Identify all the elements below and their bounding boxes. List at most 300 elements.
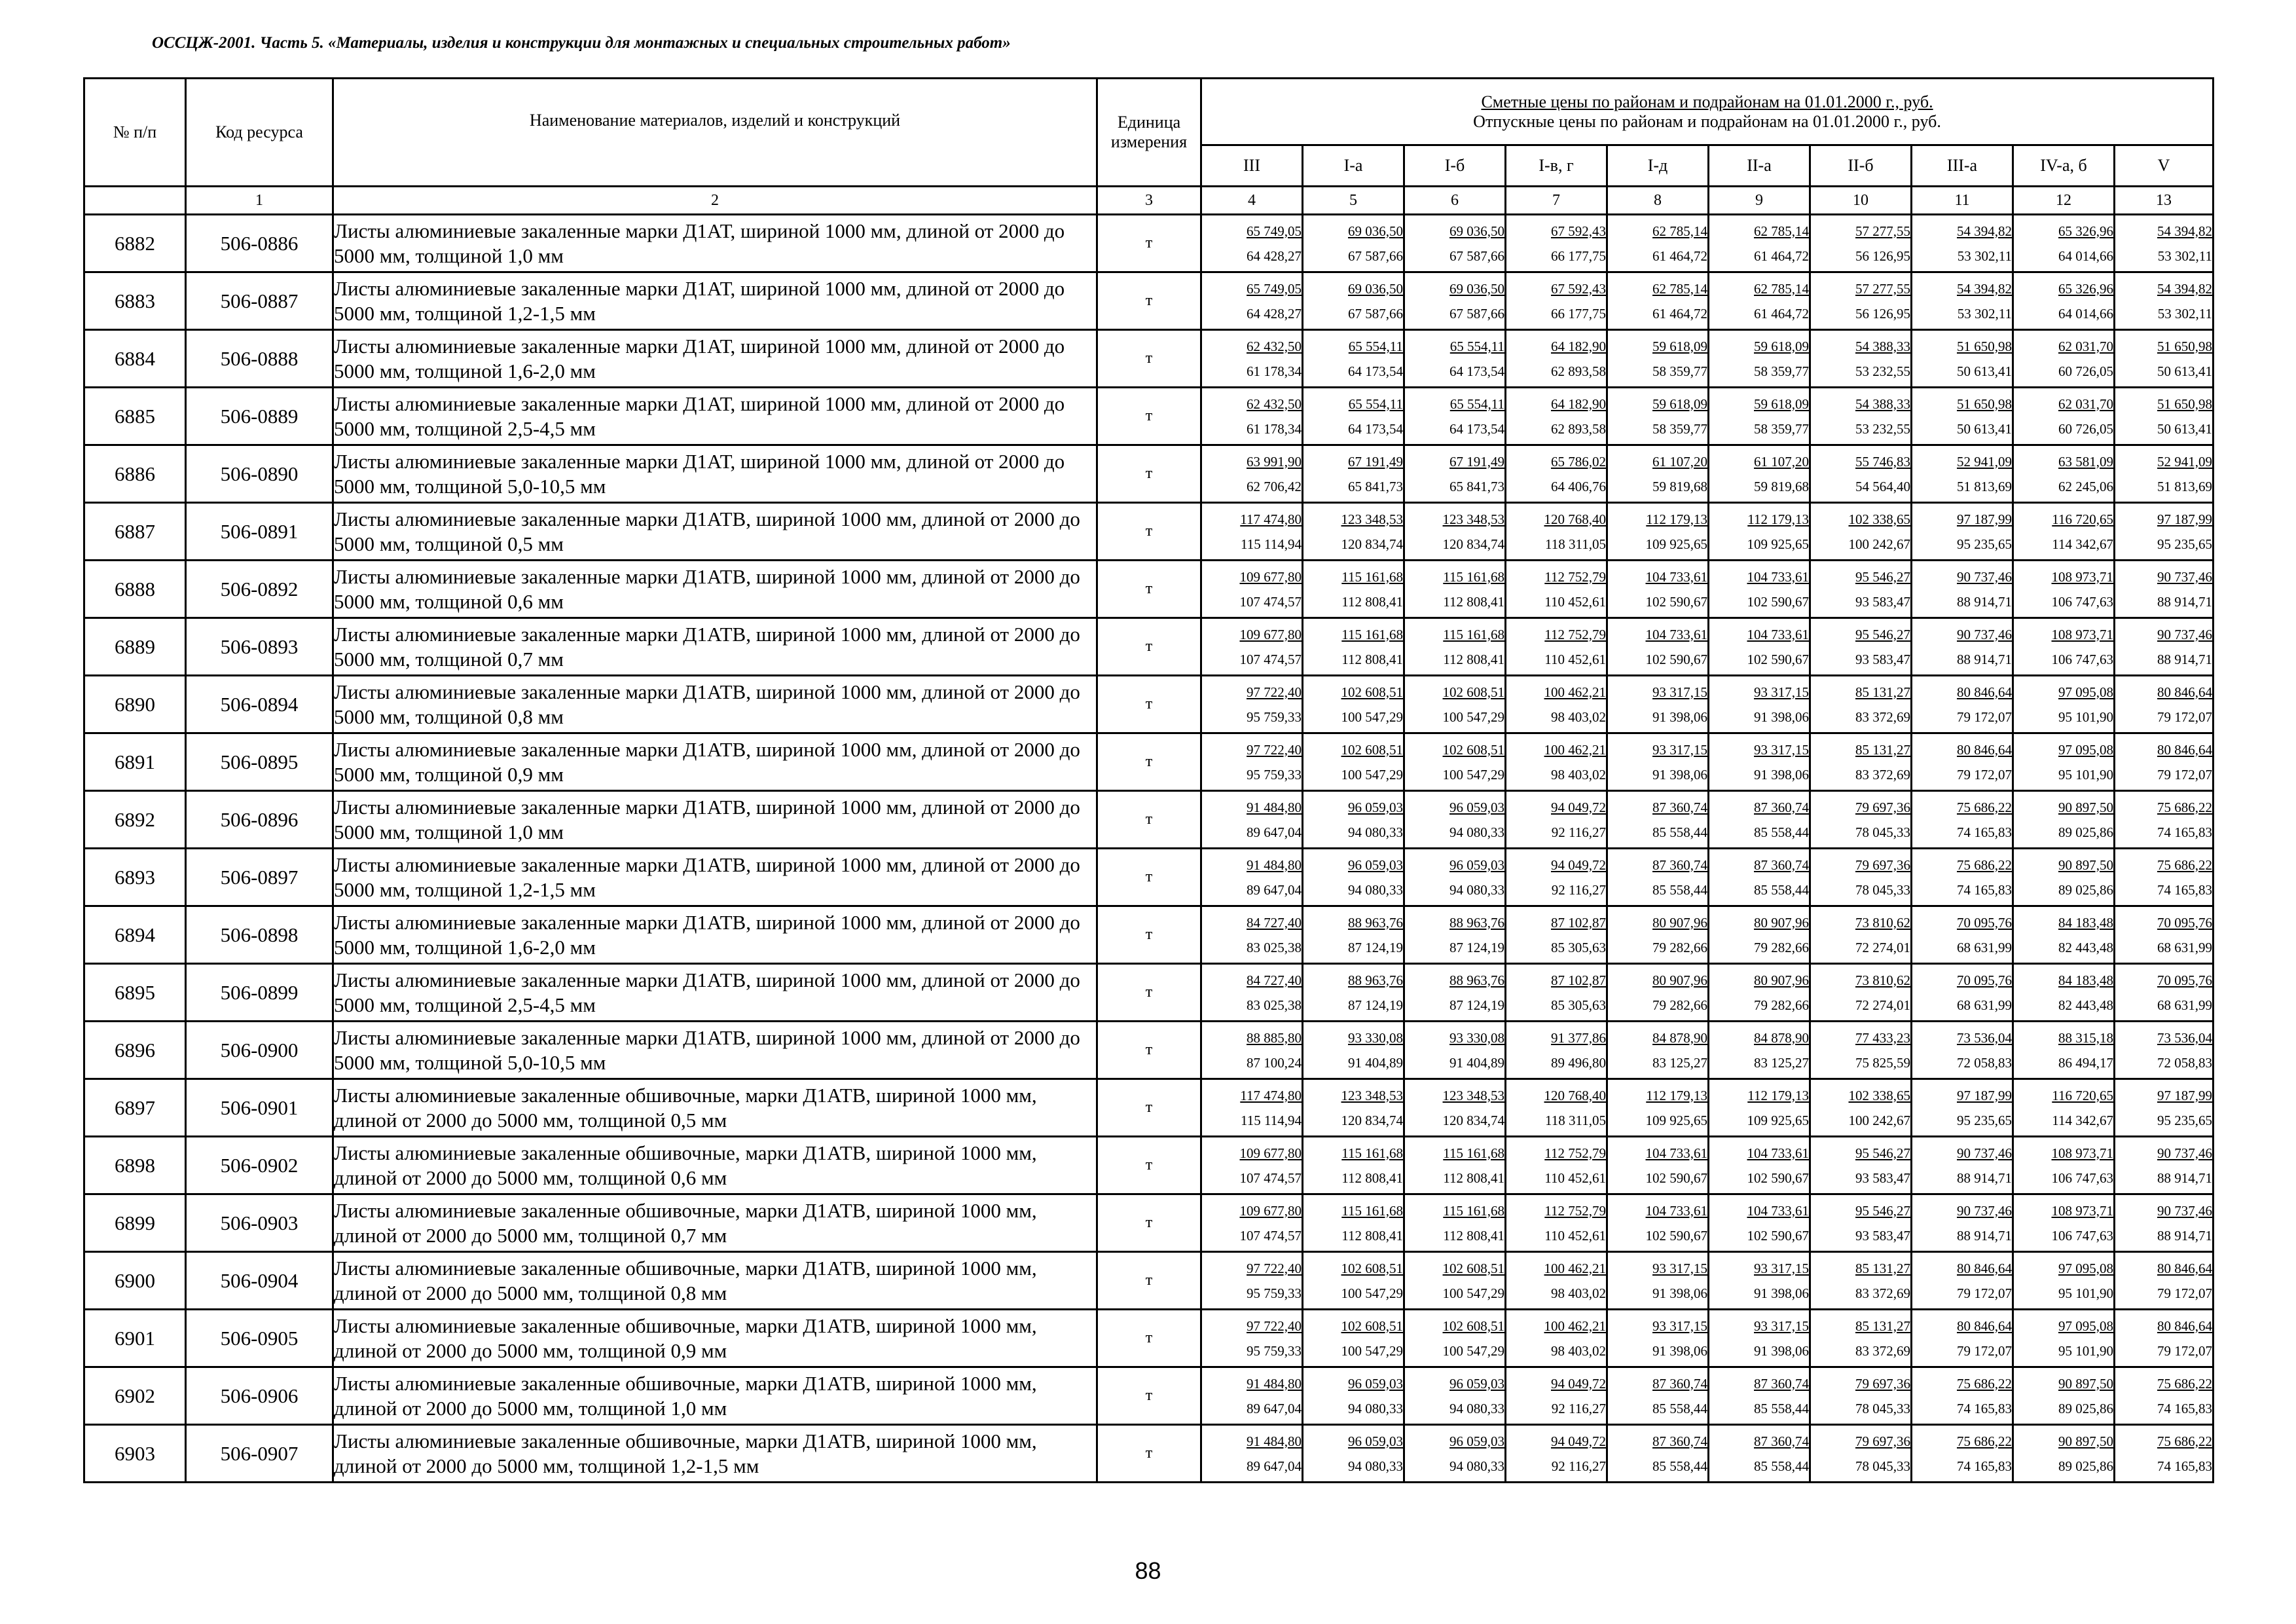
price-cell bbox=[1404, 272, 1506, 330]
price-table bbox=[83, 77, 2214, 1483]
header-column-number: 8 bbox=[1607, 187, 1709, 215]
release-price: 89 496,80 bbox=[1551, 1054, 1606, 1071]
estimate-price: 59 618,09 bbox=[1754, 338, 1809, 354]
release-price: 79 172,07 bbox=[2157, 709, 2213, 725]
row-number: 6891 bbox=[84, 733, 186, 791]
estimate-price: 102 608,51 bbox=[1341, 1260, 1403, 1276]
price-cell bbox=[1303, 1367, 1404, 1425]
estimate-price: 102 608,51 bbox=[1341, 1318, 1403, 1334]
estimate-price: 112 752,79 bbox=[1544, 1145, 1606, 1161]
release-price: 89 647,04 bbox=[1247, 824, 1302, 840]
price-cell bbox=[1810, 215, 1912, 272]
release-price: 92 116,27 bbox=[1551, 824, 1606, 840]
release-price: 88 914,71 bbox=[2157, 651, 2213, 667]
material-name: Листы алюминиевые закаленные марки Д1АТВ, шириной 1000 мм, длиной от 2000 до 5000 мм, толщиной 0,6 мм bbox=[333, 561, 1097, 618]
price-cell bbox=[1912, 906, 2013, 964]
price-cell bbox=[2115, 272, 2214, 330]
estimate-price: 112 752,79 bbox=[1544, 568, 1606, 585]
resource-code: 506-0904 bbox=[186, 1252, 333, 1310]
price-cell bbox=[1810, 733, 1912, 791]
estimate-price: 54 388,33 bbox=[1855, 396, 1910, 412]
estimate-price: 62 785,14 bbox=[1754, 280, 1809, 297]
estimate-price: 80 846,64 bbox=[1957, 741, 2012, 758]
price-cell bbox=[1303, 849, 1404, 906]
release-price: 64 428,27 bbox=[1247, 248, 1302, 264]
release-price: 91 398,06 bbox=[1652, 766, 1707, 783]
price-cell bbox=[1303, 791, 1404, 849]
estimate-price: 117 474,80 bbox=[1240, 511, 1302, 527]
table-row bbox=[84, 1367, 2214, 1425]
release-price: 65 841,73 bbox=[1348, 478, 1403, 494]
price-cell bbox=[1404, 561, 1506, 618]
price-cell bbox=[1709, 676, 1810, 733]
price-cell bbox=[1404, 906, 1506, 964]
release-price: 74 165,83 bbox=[1957, 1458, 2012, 1474]
release-price: 95 759,33 bbox=[1247, 1342, 1302, 1359]
table-row bbox=[84, 561, 2214, 618]
release-price: 88 914,71 bbox=[1957, 1227, 2012, 1244]
estimate-price: 88 963,76 bbox=[1449, 914, 1504, 931]
estimate-price: 80 846,64 bbox=[2157, 1318, 2213, 1334]
estimate-price: 85 131,27 bbox=[1855, 1260, 1910, 1276]
release-price: 94 080,33 bbox=[1348, 1458, 1403, 1474]
price-cell bbox=[1404, 445, 1506, 503]
price-cell bbox=[1709, 1252, 1810, 1310]
table-row bbox=[84, 906, 2214, 964]
release-price: 106 747,63 bbox=[2051, 593, 2113, 610]
release-price: 118 311,05 bbox=[1545, 536, 1606, 552]
release-price: 85 558,44 bbox=[1754, 1400, 1809, 1416]
release-price: 83 125,27 bbox=[1754, 1054, 1809, 1071]
resource-code: 506-0896 bbox=[186, 791, 333, 849]
price-cell bbox=[1506, 1022, 1607, 1079]
resource-code: 506-0900 bbox=[186, 1022, 333, 1079]
release-price: 100 547,29 bbox=[1442, 1342, 1504, 1359]
release-price: 89 025,86 bbox=[2058, 824, 2113, 840]
resource-code: 506-0897 bbox=[186, 849, 333, 906]
release-price: 110 452,61 bbox=[1544, 651, 1606, 667]
price-cell bbox=[2115, 1425, 2214, 1483]
release-price: 67 587,66 bbox=[1449, 248, 1504, 264]
price-cell bbox=[1607, 791, 1709, 849]
estimate-price: 97 722,40 bbox=[1247, 741, 1302, 758]
price-cell bbox=[2013, 1310, 2115, 1367]
price-cell bbox=[1303, 1425, 1404, 1483]
release-price: 83 025,38 bbox=[1247, 939, 1302, 955]
release-price: 88 914,71 bbox=[2157, 1227, 2213, 1244]
material-name: Листы алюминиевые закаленные марки Д1АТ, шириной 1000 мм, длиной от 2000 до 5000 мм, толщиной 5,0-10,5 мм bbox=[333, 445, 1097, 503]
release-price: 67 587,66 bbox=[1449, 305, 1504, 322]
header-column-number: 11 bbox=[1912, 187, 2013, 215]
estimate-price: 94 049,72 bbox=[1551, 1433, 1606, 1449]
table-row bbox=[84, 215, 2214, 272]
release-price: 53 302,11 bbox=[2157, 248, 2213, 264]
price-cell bbox=[1506, 503, 1607, 561]
release-price: 50 613,41 bbox=[2157, 363, 2213, 379]
release-price: 87 100,24 bbox=[1247, 1054, 1302, 1071]
release-price: 112 808,41 bbox=[1443, 593, 1504, 610]
resource-code: 506-0890 bbox=[186, 445, 333, 503]
price-cell bbox=[1303, 215, 1404, 272]
release-price: 95 101,90 bbox=[2058, 766, 2113, 783]
estimate-price: 115 161,68 bbox=[1443, 568, 1504, 585]
estimate-price: 93 330,08 bbox=[1348, 1029, 1403, 1046]
estimate-price: 65 326,96 bbox=[2058, 280, 2113, 297]
release-price: 100 547,29 bbox=[1341, 1285, 1403, 1301]
row-number: 6894 bbox=[84, 906, 186, 964]
price-cell bbox=[1810, 561, 1912, 618]
price-cell bbox=[2115, 330, 2214, 388]
price-cell bbox=[1506, 272, 1607, 330]
price-cell bbox=[1303, 272, 1404, 330]
price-cell bbox=[1506, 618, 1607, 676]
estimate-price: 117 474,80 bbox=[1240, 1087, 1302, 1103]
estimate-price: 84 183,48 bbox=[2058, 914, 2113, 931]
estimate-price: 91 377,86 bbox=[1551, 1029, 1606, 1046]
resource-code: 506-0902 bbox=[186, 1137, 333, 1194]
price-cell bbox=[1709, 791, 1810, 849]
material-name: Листы алюминиевые закаленные марки Д1АТВ, шириной 1000 мм, длиной от 2000 до 5000 мм, толщиной 0,9 мм bbox=[333, 733, 1097, 791]
release-price: 72 058,83 bbox=[2157, 1054, 2213, 1071]
resource-code: 506-0887 bbox=[186, 272, 333, 330]
resource-code: 506-0894 bbox=[186, 676, 333, 733]
estimate-price: 108 973,71 bbox=[2051, 626, 2113, 642]
estimate-price: 90 897,50 bbox=[2058, 1433, 2113, 1449]
release-price: 109 925,65 bbox=[1747, 1112, 1809, 1128]
release-price: 85 305,63 bbox=[1551, 939, 1606, 955]
estimate-price: 94 049,72 bbox=[1551, 857, 1606, 873]
estimate-price: 115 161,68 bbox=[1443, 1202, 1504, 1219]
release-price: 93 583,47 bbox=[1855, 1170, 1910, 1186]
release-price: 72 058,83 bbox=[1957, 1054, 2012, 1071]
estimate-price: 57 277,55 bbox=[1855, 223, 1910, 239]
estimate-price: 96 059,03 bbox=[1348, 799, 1403, 815]
unit-of-measure: т bbox=[1097, 330, 1201, 388]
release-price: 102 590,67 bbox=[1645, 1170, 1707, 1186]
price-cell bbox=[1607, 215, 1709, 272]
estimate-price: 69 036,50 bbox=[1449, 280, 1504, 297]
price-cell bbox=[2115, 215, 2214, 272]
estimate-price: 75 686,22 bbox=[1957, 857, 2012, 873]
price-cell bbox=[1810, 1252, 1912, 1310]
price-cell bbox=[1810, 445, 1912, 503]
release-price: 87 124,19 bbox=[1348, 939, 1403, 955]
estimate-price: 87 360,74 bbox=[1652, 857, 1707, 873]
price-cell bbox=[1912, 618, 2013, 676]
price-cell bbox=[1607, 849, 1709, 906]
material-name: Листы алюминиевые закаленные марки Д1АТ, шириной 1000 мм, длиной от 2000 до 5000 мм, толщиной 1,0 мм bbox=[333, 215, 1097, 272]
row-number: 6888 bbox=[84, 561, 186, 618]
price-cell bbox=[1810, 272, 1912, 330]
price-cell bbox=[1912, 1079, 2013, 1137]
price-cell bbox=[1709, 445, 1810, 503]
unit-of-measure: т bbox=[1097, 1367, 1201, 1425]
estimate-price: 64 182,90 bbox=[1551, 396, 1606, 412]
release-price: 83 125,27 bbox=[1652, 1054, 1707, 1071]
estimate-price: 75 686,22 bbox=[2157, 857, 2213, 873]
release-price: 93 583,47 bbox=[1855, 593, 1910, 610]
table-row bbox=[84, 445, 2214, 503]
estimate-price: 73 536,04 bbox=[2157, 1029, 2213, 1046]
release-price: 112 808,41 bbox=[1443, 1227, 1504, 1244]
price-cell bbox=[1506, 1194, 1607, 1252]
estimate-price: 61 107,20 bbox=[1652, 453, 1707, 470]
estimate-price: 90 897,50 bbox=[2058, 857, 2113, 873]
estimate-price: 73 536,04 bbox=[1957, 1029, 2012, 1046]
estimate-price: 80 846,64 bbox=[1957, 1318, 2012, 1334]
price-cell bbox=[2115, 791, 2214, 849]
table-row bbox=[84, 1022, 2214, 1079]
header-column-number: 9 bbox=[1709, 187, 1810, 215]
release-price: 53 302,11 bbox=[1957, 305, 2012, 322]
header-column-number: 12 bbox=[2013, 187, 2115, 215]
price-cell bbox=[2115, 1022, 2214, 1079]
header-column-number: 13 bbox=[2115, 187, 2214, 215]
page-number: 88 bbox=[1135, 1557, 1161, 1584]
release-price: 78 045,33 bbox=[1855, 824, 1910, 840]
release-price: 50 613,41 bbox=[1957, 363, 2012, 379]
price-cell bbox=[1810, 1367, 1912, 1425]
estimate-price: 90 897,50 bbox=[2058, 799, 2113, 815]
estimate-price: 90 737,46 bbox=[1957, 1145, 2012, 1161]
estimate-price: 93 317,15 bbox=[1754, 684, 1809, 700]
price-cell bbox=[1506, 1137, 1607, 1194]
release-price: 79 172,07 bbox=[1957, 766, 2012, 783]
estimate-price: 85 131,27 bbox=[1855, 1318, 1910, 1334]
header-column-number: 3 bbox=[1097, 187, 1201, 215]
estimate-price: 93 330,08 bbox=[1449, 1029, 1504, 1046]
release-price: 93 583,47 bbox=[1855, 651, 1910, 667]
table-row bbox=[84, 1310, 2214, 1367]
unit-of-measure: т bbox=[1097, 1194, 1201, 1252]
estimate-price: 97 187,99 bbox=[2157, 1087, 2213, 1103]
estimate-price: 80 846,64 bbox=[1957, 1260, 2012, 1276]
estimate-price: 87 360,74 bbox=[1652, 799, 1707, 815]
release-price: 83 372,69 bbox=[1855, 766, 1910, 783]
price-cell bbox=[1607, 1022, 1709, 1079]
price-cell bbox=[1912, 964, 2013, 1022]
price-cell bbox=[1404, 964, 1506, 1022]
estimate-price: 51 650,98 bbox=[1957, 396, 2012, 412]
price-cell bbox=[1709, 1425, 1810, 1483]
price-cell bbox=[1607, 618, 1709, 676]
release-price: 66 177,75 bbox=[1551, 248, 1606, 264]
price-cell bbox=[1607, 1310, 1709, 1367]
release-price: 88 914,71 bbox=[2157, 593, 2213, 610]
release-price: 110 452,61 bbox=[1544, 593, 1606, 610]
release-price: 106 747,63 bbox=[2051, 1170, 2113, 1186]
release-price: 88 914,71 bbox=[1957, 1170, 2012, 1186]
price-cell bbox=[1912, 330, 2013, 388]
price-cell bbox=[1201, 1367, 1303, 1425]
estimate-price: 90 737,46 bbox=[2157, 1202, 2213, 1219]
estimate-price: 90 737,46 bbox=[1957, 626, 2012, 642]
release-price: 115 114,94 bbox=[1241, 1112, 1302, 1128]
release-price: 102 590,67 bbox=[1645, 1227, 1707, 1244]
release-price: 94 080,33 bbox=[1348, 824, 1403, 840]
estimate-price: 100 462,21 bbox=[1544, 1260, 1606, 1276]
unit-of-measure: т bbox=[1097, 215, 1201, 272]
price-cell bbox=[1201, 1194, 1303, 1252]
estimate-price: 116 720,65 bbox=[2052, 511, 2113, 527]
price-cell bbox=[1709, 388, 1810, 445]
price-cell bbox=[1201, 561, 1303, 618]
estimate-price: 112 752,79 bbox=[1544, 1202, 1606, 1219]
header-region: II-б bbox=[1810, 145, 1912, 187]
row-number: 6886 bbox=[84, 445, 186, 503]
unit-of-measure: т bbox=[1097, 849, 1201, 906]
release-price: 85 558,44 bbox=[1754, 1458, 1809, 1474]
release-price: 51 813,69 bbox=[2157, 478, 2213, 494]
estimate-price: 102 338,65 bbox=[1848, 1087, 1910, 1103]
estimate-price: 104 733,61 bbox=[1645, 568, 1707, 585]
estimate-price: 96 059,03 bbox=[1449, 1433, 1504, 1449]
estimate-price: 67 592,43 bbox=[1551, 280, 1606, 297]
row-number: 6898 bbox=[84, 1137, 186, 1194]
release-price: 106 747,63 bbox=[2051, 1227, 2113, 1244]
row-number: 6900 bbox=[84, 1252, 186, 1310]
release-price: 94 080,33 bbox=[1449, 1458, 1504, 1474]
release-price: 67 587,66 bbox=[1348, 305, 1403, 322]
release-price: 72 274,01 bbox=[1855, 939, 1910, 955]
row-number: 6889 bbox=[84, 618, 186, 676]
price-cell bbox=[2115, 676, 2214, 733]
price-cell bbox=[1912, 503, 2013, 561]
price-cell bbox=[2115, 503, 2214, 561]
unit-of-measure: т bbox=[1097, 272, 1201, 330]
price-cell bbox=[1303, 1310, 1404, 1367]
release-price: 95 235,65 bbox=[2157, 536, 2213, 552]
price-cell bbox=[1810, 1194, 1912, 1252]
estimate-price: 63 581,09 bbox=[2058, 453, 2113, 470]
price-cell bbox=[1506, 388, 1607, 445]
price-cell bbox=[1303, 1194, 1404, 1252]
estimate-price: 109 677,80 bbox=[1239, 1145, 1302, 1161]
estimate-price: 87 360,74 bbox=[1754, 799, 1809, 815]
estimate-price: 95 546,27 bbox=[1855, 1145, 1910, 1161]
price-cell bbox=[1201, 445, 1303, 503]
release-price: 89 647,04 bbox=[1247, 1458, 1302, 1474]
estimate-price: 123 348,53 bbox=[1341, 1087, 1403, 1103]
resource-code: 506-0898 bbox=[186, 906, 333, 964]
estimate-price: 54 394,82 bbox=[2157, 223, 2213, 239]
price-cell bbox=[1303, 330, 1404, 388]
estimate-price: 52 941,09 bbox=[2157, 453, 2213, 470]
release-price: 100 242,67 bbox=[1848, 1112, 1910, 1128]
price-cell bbox=[1506, 1310, 1607, 1367]
price-cell bbox=[1709, 561, 1810, 618]
release-price: 120 834,74 bbox=[1442, 1112, 1504, 1128]
estimate-price: 104 733,61 bbox=[1747, 1145, 1809, 1161]
price-cell bbox=[2013, 849, 2115, 906]
release-price: 83 372,69 bbox=[1855, 1342, 1910, 1359]
estimate-price: 102 608,51 bbox=[1442, 741, 1504, 758]
table-row bbox=[84, 1194, 2214, 1252]
estimate-price: 80 846,64 bbox=[2157, 741, 2213, 758]
release-price: 92 116,27 bbox=[1551, 1400, 1606, 1416]
estimate-price: 90 737,46 bbox=[1957, 1202, 2012, 1219]
estimate-price: 59 618,09 bbox=[1652, 338, 1707, 354]
release-price: 98 403,02 bbox=[1551, 1342, 1606, 1359]
release-price: 102 590,67 bbox=[1747, 593, 1809, 610]
estimate-price: 65 554,11 bbox=[1449, 338, 1504, 354]
header-region: III-а bbox=[1912, 145, 2013, 187]
price-cell bbox=[1810, 964, 1912, 1022]
price-cell bbox=[1303, 1137, 1404, 1194]
release-price: 53 232,55 bbox=[1855, 363, 1910, 379]
release-price: 114 342,67 bbox=[2052, 536, 2113, 552]
unit-of-measure: т bbox=[1097, 1252, 1201, 1310]
price-cell bbox=[1709, 964, 1810, 1022]
release-price: 95 759,33 bbox=[1247, 1285, 1302, 1301]
estimate-price: 104 733,61 bbox=[1645, 1202, 1707, 1219]
estimate-price: 69 036,50 bbox=[1348, 223, 1403, 239]
release-price: 87 124,19 bbox=[1449, 997, 1504, 1013]
price-cell bbox=[1709, 733, 1810, 791]
price-cell bbox=[2013, 388, 2115, 445]
price-cell bbox=[1201, 906, 1303, 964]
estimate-price: 95 546,27 bbox=[1855, 626, 1910, 642]
release-price: 64 428,27 bbox=[1247, 305, 1302, 322]
release-price: 68 631,99 bbox=[2157, 997, 2213, 1013]
estimate-price: 104 733,61 bbox=[1747, 568, 1809, 585]
price-cell bbox=[2013, 215, 2115, 272]
release-price: 87 124,19 bbox=[1449, 939, 1504, 955]
resource-code: 506-0901 bbox=[186, 1079, 333, 1137]
release-price: 58 359,77 bbox=[1652, 363, 1707, 379]
row-number: 6896 bbox=[84, 1022, 186, 1079]
release-price: 74 165,83 bbox=[2157, 1458, 2213, 1474]
release-price: 91 398,06 bbox=[1652, 1342, 1707, 1359]
header-region: IV-а, б bbox=[2013, 145, 2115, 187]
price-cell bbox=[1404, 1079, 1506, 1137]
price-cell bbox=[2013, 561, 2115, 618]
estimate-price: 93 317,15 bbox=[1754, 1318, 1809, 1334]
release-price: 74 165,83 bbox=[1957, 824, 2012, 840]
row-number: 6893 bbox=[84, 849, 186, 906]
price-cell bbox=[2115, 618, 2214, 676]
table-row bbox=[84, 388, 2214, 445]
estimate-price: 80 846,64 bbox=[1957, 684, 2012, 700]
price-cell bbox=[1303, 906, 1404, 964]
estimate-price: 97 187,99 bbox=[1957, 511, 2012, 527]
estimate-price: 79 697,36 bbox=[1855, 857, 1910, 873]
header-row-top bbox=[84, 79, 2214, 145]
estimate-price: 112 752,79 bbox=[1544, 626, 1606, 642]
estimate-price: 116 720,65 bbox=[2052, 1087, 2113, 1103]
estimate-price: 79 697,36 bbox=[1855, 799, 1910, 815]
resource-code: 506-0892 bbox=[186, 561, 333, 618]
resource-code: 506-0888 bbox=[186, 330, 333, 388]
estimate-price: 100 462,21 bbox=[1544, 741, 1606, 758]
estimate-price: 52 941,09 bbox=[1957, 453, 2012, 470]
estimate-price: 96 059,03 bbox=[1348, 1375, 1403, 1392]
price-cell bbox=[1810, 1137, 1912, 1194]
release-price: 100 547,29 bbox=[1341, 1342, 1403, 1359]
estimate-price: 62 031,70 bbox=[2058, 338, 2113, 354]
release-price: 94 080,33 bbox=[1348, 881, 1403, 898]
release-price: 64 014,66 bbox=[2058, 248, 2113, 264]
resource-code: 506-0903 bbox=[186, 1194, 333, 1252]
estimate-price: 54 394,82 bbox=[1957, 223, 2012, 239]
estimate-price: 75 686,22 bbox=[2157, 799, 2213, 815]
release-price: 79 172,07 bbox=[1957, 709, 2012, 725]
estimate-price: 97 722,40 bbox=[1247, 684, 1302, 700]
row-number: 6899 bbox=[84, 1194, 186, 1252]
header-region: I-б bbox=[1404, 145, 1506, 187]
price-cell bbox=[1506, 215, 1607, 272]
price-cell bbox=[1201, 272, 1303, 330]
